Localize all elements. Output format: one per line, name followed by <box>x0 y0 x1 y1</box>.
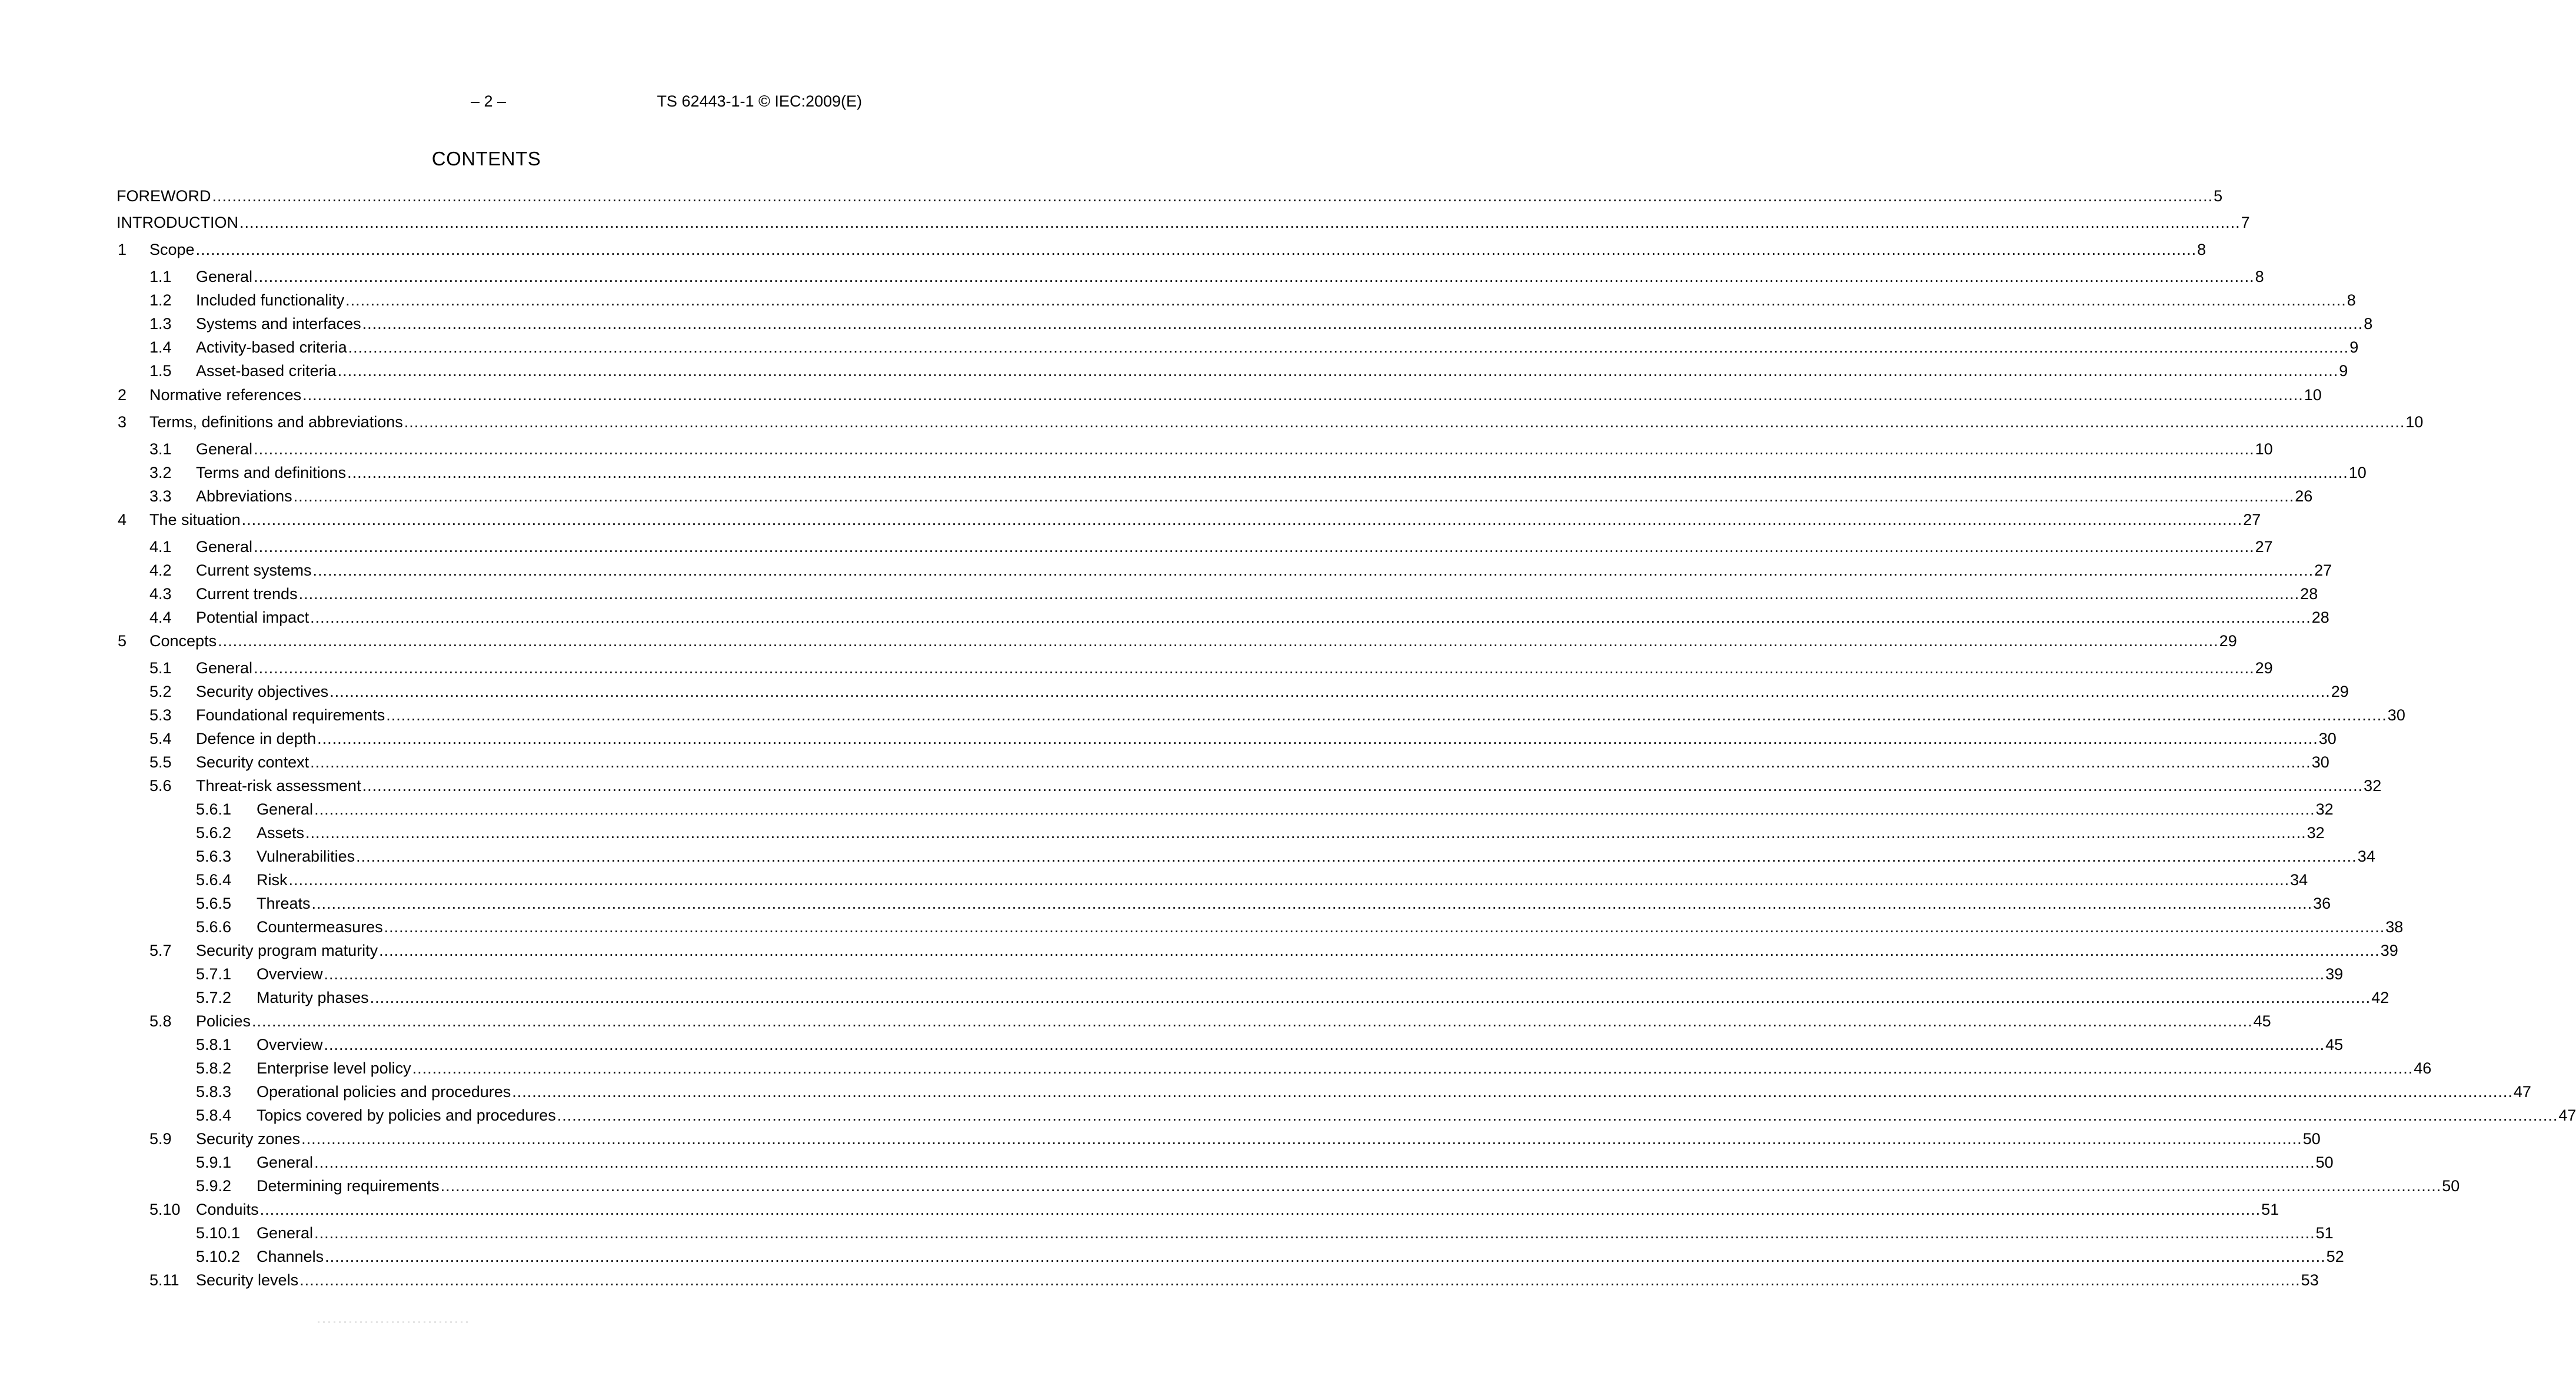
toc-entry[interactable] <box>0 1270 2319 1290</box>
toc-entry-number: 4.2 <box>149 561 172 579</box>
toc-entry-title: Security objectives <box>196 683 329 700</box>
toc-entry-number: 1.2 <box>149 291 172 309</box>
toc-entry-number: 5.6.2 <box>196 824 232 842</box>
toc-entry[interactable] <box>0 290 2356 310</box>
toc-entry-title: Systems and interfaces <box>196 315 361 333</box>
toc-entry-number: 5.8.1 <box>196 1036 232 1053</box>
toc-entry-number: 4.1 <box>149 538 172 556</box>
toc-entry-leader-line <box>196 729 2337 749</box>
toc-entry[interactable] <box>0 799 2334 819</box>
toc-entry-page-number: 36 <box>2313 895 2331 912</box>
toc-leader-dots: ................................................................................................................................................................................................................................................................................................................................................................................................................ <box>299 1271 2301 1289</box>
toc-entry-number: 1.4 <box>149 338 172 356</box>
toc-entry-number: 5.3 <box>149 706 172 724</box>
toc-leader-dots: ................................................................................................................................................................................................................................................................................................................................................................................................................ <box>301 1130 2302 1148</box>
toc-entry[interactable] <box>0 940 2398 960</box>
document-identifier: TS 62443-1-1 © IEC:2009(E) <box>657 92 862 110</box>
toc-entry-title: Assets <box>257 824 305 842</box>
toc-leader-dots: ................................................................................................................................................................................................................................................................................................................................................................................................................ <box>379 942 2380 959</box>
toc-entry-number: 5.8.2 <box>196 1059 232 1077</box>
toc-entry-leader-line <box>196 463 2367 483</box>
toc-entry[interactable] <box>0 682 2349 702</box>
toc-entry-number: 5.9.2 <box>196 1177 232 1195</box>
toc-entry[interactable] <box>0 776 2382 796</box>
toc-leader-dots: ................................................................................................................................................................................................................................................................................................................................................................................................................ <box>347 464 2348 481</box>
toc-leader-dots: ................................................................................................................................................................................................................................................................................................................................................................................................................ <box>404 413 2405 431</box>
toc-entry[interactable] <box>0 1152 2334 1172</box>
toc-entry-title: Scope <box>149 241 195 258</box>
toc-entry-title: Threats <box>257 895 311 912</box>
toc-entry-page-number: 53 <box>2301 1271 2319 1289</box>
toc-entry-leader-line <box>257 846 2375 866</box>
toc-leader-dots: ................................................................................................................................................................................................................................................................................................................................................................................................................ <box>298 585 2300 603</box>
toc-entry-number: 4.3 <box>149 585 172 603</box>
toc-entry-page-number: 29 <box>2219 632 2237 650</box>
toc-entry[interactable] <box>0 870 2308 890</box>
toc-entry-leader-line <box>257 917 2404 937</box>
toc-entry-leader-line <box>196 1199 2279 1219</box>
toc-entry[interactable] <box>0 361 2348 381</box>
toc-entry[interactable] <box>0 729 2337 749</box>
toc-entry-number: 3.3 <box>149 487 172 505</box>
toc-entry-page-number: 47 <box>2558 1106 2576 1124</box>
toc-entry-title: Normative references <box>149 386 302 404</box>
toc-entry-leader-line <box>257 988 2389 1008</box>
toc-entry-page-number: 34 <box>2357 847 2375 865</box>
toc-entry-page-number: 50 <box>2315 1154 2334 1171</box>
toc-leader-dots: ................................................................................................................................................................................................................................................................................................................................................................................................................ <box>362 777 2364 795</box>
toc-leader-dots: ................................................................................................................................................................................................................................................................................................................................................................................................................ <box>314 800 2315 818</box>
toc-entry-number: 4.4 <box>149 609 172 626</box>
toc-leader-dots: ................................................................................................................................................................................................................................................................................................................................................................................................................ <box>412 1059 2414 1077</box>
toc-entry-leader-line <box>196 752 2329 772</box>
toc-entry-leader-line <box>196 267 2264 287</box>
toc-entry-page-number: 29 <box>2255 659 2273 677</box>
toc-entry-page-number: 10 <box>2304 386 2322 404</box>
toc-entry-number: 4 <box>118 511 127 529</box>
toc-entry-leader-line <box>196 1129 2321 1149</box>
toc-entry[interactable] <box>0 412 2424 432</box>
toc-entry-page-number: 28 <box>2300 585 2318 603</box>
toc-entry-title: Current trends <box>196 585 298 603</box>
toc-entry[interactable] <box>0 988 2389 1008</box>
toc-entry-leader-line <box>196 439 2273 459</box>
toc-leader-dots: ................................................................................................................................................................................................................................................................................................................................................................................................................ <box>239 214 2241 231</box>
toc-entry-leader-line <box>257 893 2331 913</box>
toc-entry[interactable] <box>0 1199 2279 1219</box>
toc-entry-title: Terms and definitions <box>196 464 347 481</box>
toc-leader-dots: ................................................................................................................................................................................................................................................................................................................................................................................................................ <box>348 338 2349 356</box>
toc-entry-page-number: 8 <box>2197 241 2206 258</box>
toc-entry-number: 5.8 <box>149 1012 172 1030</box>
toc-leader-dots: ................................................................................................................................................................................................................................................................................................................................................................................................................ <box>254 268 2255 285</box>
toc-entry-page-number: 27 <box>2255 538 2273 556</box>
toc-entry-leader-line <box>149 510 2261 530</box>
toc-leader-dots: ................................................................................................................................................................................................................................................................................................................................................................................................................ <box>254 538 2255 556</box>
toc-entry[interactable] <box>0 607 2329 627</box>
toc-entry-title: Enterprise level policy <box>257 1059 411 1077</box>
toc-entry-number: 5.9 <box>149 1130 172 1148</box>
toc-entry[interactable] <box>0 1105 2576 1125</box>
toc-leader-dots: ................................................................................................................................................................................................................................................................................................................................................................................................................ <box>314 1224 2315 1242</box>
toc-entry-page-number: 27 <box>2243 511 2261 529</box>
toc-entry[interactable] <box>0 893 2331 913</box>
toc-entry-title: Included functionality <box>196 291 345 309</box>
toc-entry[interactable] <box>0 1082 2531 1102</box>
toc-entry-number: 5.6.3 <box>196 847 232 865</box>
toc-leader-dots: ................................................................................................................................................................................................................................................................................................................................................................................................................ <box>362 315 2364 333</box>
toc-entry-title: Countermeasures <box>257 918 383 936</box>
toc-entry-page-number: 42 <box>2371 989 2389 1006</box>
toc-entry-title: INTRODUCTION <box>117 214 238 231</box>
toc-entry-title: Conduits <box>196 1201 259 1218</box>
toc-entry-page-number: 51 <box>2261 1201 2279 1218</box>
toc-entry-number: 5.6 <box>149 777 172 795</box>
toc-entry-page-number: 50 <box>2302 1130 2321 1148</box>
toc-entry-leader-line <box>196 607 2329 627</box>
toc-entry-page-number: 29 <box>2331 683 2349 700</box>
toc-entry-page-number: 9 <box>2349 338 2359 356</box>
toc-entry-leader-line <box>149 385 2322 405</box>
toc-entry-number: 5.7 <box>149 942 172 959</box>
toc-entry-page-number: 38 <box>2385 918 2404 936</box>
toc-entry-page-number: 30 <box>2311 753 2329 771</box>
toc-entry-title: Security program maturity <box>196 942 378 959</box>
toc-entry-title: Asset-based criteria <box>196 362 337 380</box>
toc-entry-title: General <box>257 800 314 818</box>
toc-entry-title: General <box>257 1154 314 1171</box>
toc-entry-title: Concepts <box>149 632 217 650</box>
toc-entry-page-number: 10 <box>2405 413 2424 431</box>
toc-entry-title: Overview <box>257 1036 323 1053</box>
toc-entry[interactable] <box>0 385 2322 405</box>
toc-leader-dots: ................................................................................................................................................................................................................................................................................................................................................................................................................ <box>254 440 2255 458</box>
toc-entry-page-number: 32 <box>2364 777 2382 795</box>
toc-entry[interactable] <box>0 823 2325 843</box>
toc-leader-dots: ................................................................................................................................................................................................................................................................................................................................................................................................................ <box>293 487 2295 505</box>
toc-entry[interactable] <box>0 510 2261 530</box>
toc-entry-leader-line <box>196 290 2356 310</box>
toc-entry-page-number: 50 <box>2442 1177 2460 1195</box>
toc-entry-leader-line <box>257 1082 2531 1102</box>
toc-entry[interactable] <box>0 1058 2432 1078</box>
toc-entry[interactable] <box>0 537 2273 557</box>
toc-entry[interactable] <box>0 240 2206 260</box>
toc-entry-number: 1.5 <box>149 362 172 380</box>
toc-entry[interactable] <box>0 267 2264 287</box>
toc-entry-leader-line <box>196 705 2405 725</box>
toc-entry-page-number: 8 <box>2255 268 2264 285</box>
toc-entry[interactable] <box>0 337 2359 357</box>
toc-entry-leader-line <box>196 776 2382 796</box>
toc-entry[interactable] <box>0 439 2273 459</box>
toc-entry[interactable] <box>0 964 2344 984</box>
toc-entry-leader-line <box>117 212 2250 232</box>
toc-entry-leader-line <box>196 658 2273 678</box>
toc-entry-leader-line <box>196 940 2398 960</box>
toc-leader-dots: ................................................................................................................................................................................................................................................................................................................................................................................................................ <box>212 187 2214 205</box>
toc-leader-dots: ................................................................................................................................................................................................................................................................................................................................................................................................................ <box>317 730 2318 747</box>
toc-leader-dots: ................................................................................................................................................................................................................................................................................................................................................................................................................ <box>218 632 2219 650</box>
toc-entry-number: 5.5 <box>149 753 172 771</box>
toc-entry[interactable] <box>0 1223 2334 1243</box>
toc-entry-number: 5.8.4 <box>196 1106 232 1124</box>
toc-entry[interactable] <box>0 212 2250 232</box>
toc-entry-leader-line <box>196 560 2332 580</box>
toc-entry[interactable] <box>0 1247 2344 1267</box>
toc-entry[interactable] <box>0 463 2367 483</box>
toc-entry-page-number: 8 <box>2347 291 2356 309</box>
toc-leader-dots: ................................................................................................................................................................................................................................................................................................................................................................................................................ <box>252 1012 2253 1030</box>
toc-entry-number: 5.10 <box>149 1201 181 1218</box>
toc-entry-title: Activity-based criteria <box>196 338 347 356</box>
toc-leader-dots: ................................................................................................................................................................................................................................................................................................................................................................................................................ <box>312 561 2314 579</box>
toc-entry-leader-line <box>196 1270 2319 1290</box>
toc-entry-number: 5.10.2 <box>196 1248 241 1265</box>
toc-leader-dots: ................................................................................................................................................................................................................................................................................................................................................................................................................ <box>311 895 2313 912</box>
toc-entry-leader-line <box>196 486 2313 506</box>
toc-entry-title: Risk <box>257 871 288 889</box>
toc-leader-dots: ................................................................................................................................................................................................................................................................................................................................................................................................................ <box>254 659 2255 677</box>
toc-entry-title: Security context <box>196 753 309 771</box>
toc-entry[interactable] <box>0 658 2273 678</box>
toc-entry-leader-line <box>196 682 2349 702</box>
toc-entry-leader-line <box>196 361 2348 381</box>
toc-entry-page-number: 39 <box>2380 942 2398 959</box>
toc-entry-leader-line <box>117 186 2223 206</box>
toc-leader-dots: ................................................................................................................................................................................................................................................................................................................................................................................................................ <box>512 1083 2513 1101</box>
toc-entry-number: 3.2 <box>149 464 172 481</box>
toc-entry-page-number: 30 <box>2387 706 2405 724</box>
toc-entry-leader-line <box>257 1223 2334 1243</box>
toc-leader-dots: ................................................................................................................................................................................................................................................................................................................................................................................................................ <box>337 362 2339 380</box>
toc-leader-dots: ................................................................................................................................................................................................................................................................................................................................................................................................................ <box>310 753 2311 771</box>
toc-entry-page-number: 32 <box>2307 824 2325 842</box>
toc-entry[interactable] <box>0 1129 2321 1149</box>
toc-entry-page-number: 30 <box>2318 730 2337 747</box>
toc-entry[interactable] <box>0 1011 2271 1031</box>
toc-leader-dots: ................................................................................................................................................................................................................................................................................................................................................................................................................ <box>259 1201 2261 1218</box>
toc-entry[interactable] <box>0 1035 2344 1055</box>
toc-leader-dots: ................................................................................................................................................................................................................................................................................................................................................................................................................ <box>370 989 2371 1006</box>
toc-entry-title: Topics covered by policies and procedures <box>257 1106 556 1124</box>
toc-entry[interactable] <box>0 631 2237 651</box>
toc-entry-title: Current systems <box>196 561 312 579</box>
toc-leader-dots: ................................................................................................................................................................................................................................................................................................................................................................................................................ <box>310 609 2311 626</box>
toc-entry-number: 1.1 <box>149 268 172 285</box>
toc-entry-leader-line <box>196 584 2318 604</box>
toc-entry-page-number: 10 <box>2348 464 2367 481</box>
toc-entry-page-number: 45 <box>2325 1036 2344 1053</box>
toc-entry-number: 5.10.1 <box>196 1224 241 1242</box>
toc-leader-dots: ................................................................................................................................................................................................................................................................................................................................................................................................................ <box>440 1177 2442 1195</box>
toc-entry-number: 5.4 <box>149 730 172 747</box>
toc-entry-title: Security levels <box>196 1271 299 1289</box>
toc-entry-page-number: 5 <box>2214 187 2223 205</box>
toc-entry-number: 3 <box>118 413 127 431</box>
toc-entry-leader-line <box>196 537 2273 557</box>
toc-leader-dots: ................................................................................................................................................................................................................................................................................................................................................................................................................ <box>384 918 2385 936</box>
toc-entry[interactable] <box>0 486 2313 506</box>
toc-leader-dots: ................................................................................................................................................................................................................................................................................................................................................................................................................ <box>324 965 2325 983</box>
toc-entry-leader-line <box>257 964 2344 984</box>
toc-entry-title: General <box>257 1224 314 1242</box>
toc-leader-dots: ................................................................................................................................................................................................................................................................................................................................................................................................................ <box>302 386 2304 404</box>
toc-entry[interactable] <box>0 584 2318 604</box>
toc-entry[interactable] <box>0 186 2223 206</box>
toc-entry[interactable] <box>0 705 2405 725</box>
toc-entry-number: 5.8.3 <box>196 1083 232 1101</box>
toc-entry-leader-line <box>196 1011 2271 1031</box>
toc-entry-title: The situation <box>149 511 241 529</box>
toc-entry-leader-line <box>257 1105 2576 1125</box>
toc-entry-number: 5.2 <box>149 683 172 700</box>
toc-entry-page-number: 39 <box>2325 965 2344 983</box>
toc-entry-leader-line <box>196 337 2359 357</box>
toc-entry-leader-line <box>257 823 2325 843</box>
toc-entry-title: Abbreviations <box>196 487 292 505</box>
toc-entry-leader-line <box>257 870 2308 890</box>
toc-entry-number: 5.6.5 <box>196 895 232 912</box>
toc-leader-dots: ................................................................................................................................................................................................................................................................................................................................................................................................................ <box>557 1106 2558 1124</box>
toc-leader-dots: ................................................................................................................................................................................................................................................................................................................................................................................................................ <box>325 1248 2326 1265</box>
toc-leader-dots: ................................................................................................................................................................................................................................................................................................................................................................................................................ <box>324 1036 2325 1053</box>
toc-entry-title: Channels <box>257 1248 324 1265</box>
toc-entry-title: Defence in depth <box>196 730 317 747</box>
toc-entry-title: FOREWORD <box>117 187 211 205</box>
toc-entry-page-number: 10 <box>2255 440 2273 458</box>
toc-entry-page-number: 27 <box>2314 561 2332 579</box>
page-title: CONTENTS <box>431 148 541 169</box>
toc-entry[interactable] <box>0 314 2373 334</box>
toc-leader-dots: ................................................................................................................................................................................................................................................................................................................................................................................................................ <box>288 871 2290 889</box>
toc-entry-leader-line <box>149 240 2206 260</box>
toc-entry-page-number: 32 <box>2315 800 2334 818</box>
toc-leader-dots: ................................................................................................................................................................................................................................................................................................................................................................................................................ <box>386 706 2387 724</box>
toc-entry[interactable] <box>0 917 2404 937</box>
toc-entry-title: General <box>196 440 253 458</box>
toc-entry[interactable] <box>0 560 2332 580</box>
toc-entry-title: Vulnerabilities <box>257 847 355 865</box>
toc-entry-number: 5.1 <box>149 659 172 677</box>
toc-entry-page-number: 52 <box>2326 1248 2344 1265</box>
toc-entry-title: Determining requirements <box>257 1177 440 1195</box>
toc-entry-number: 2 <box>118 386 127 404</box>
toc-entry-number: 5.6.1 <box>196 800 232 818</box>
toc-entry-number: 5.11 <box>149 1271 179 1289</box>
toc-entry-page-number: 26 <box>2295 487 2313 505</box>
toc-entry-title: Maturity phases <box>257 989 369 1006</box>
toc-leader-dots: ................................................................................................................................................................................................................................................................................................................................................................................................................ <box>195 241 2197 258</box>
toc-entry-number: 3.1 <box>149 440 172 458</box>
toc-entry-leader-line <box>257 1058 2432 1078</box>
toc-entry-page-number: 34 <box>2290 871 2308 889</box>
toc-entry-leader-line <box>257 1035 2344 1055</box>
toc-entry-number: 5.7.1 <box>196 965 232 983</box>
toc-leader-dots: ................................................................................................................................................................................................................................................................................................................................................................................................................ <box>356 847 2357 865</box>
toc-entry-title: General <box>196 659 253 677</box>
toc-entry-number: 5.7.2 <box>196 989 232 1006</box>
toc-entry-title: Operational policies and procedures <box>257 1083 511 1101</box>
toc-entry-title: General <box>196 538 253 556</box>
toc-entry-title: Foundational requirements <box>196 706 385 724</box>
toc-entry-page-number: 8 <box>2364 315 2373 333</box>
toc-leader-dots: ................................................................................................................................................................................................................................................................................................................................................................................................................ <box>345 291 2347 309</box>
toc-entry-page-number: 45 <box>2253 1012 2271 1030</box>
toc-entry-title: Policies <box>196 1012 251 1030</box>
toc-entry-title: Potential impact <box>196 609 309 626</box>
toc-entry-number: 5.9.1 <box>196 1154 232 1171</box>
toc-leader-dots: ................................................................................................................................................................................................................................................................................................................................................................................................................ <box>330 683 2331 700</box>
toc-leader-dots: ................................................................................................................................................................................................................................................................................................................................................................................................................ <box>305 824 2307 842</box>
toc-entry[interactable] <box>0 846 2375 866</box>
toc-entry-number: 5.6.6 <box>196 918 232 936</box>
toc-entry[interactable] <box>0 1176 2460 1196</box>
toc-entry-number: 1 <box>118 241 127 258</box>
toc-entry-title: Terms, definitions and abbreviations <box>149 413 403 431</box>
toc-entry-title: General <box>196 268 253 285</box>
toc-entry-leader-line <box>257 1176 2460 1196</box>
toc-entry-leader-line <box>257 799 2334 819</box>
toc-leader-dots: ................................................................................................................................................................................................................................................................................................................................................................................................................ <box>241 511 2243 529</box>
toc-entry-title: Overview <box>257 965 323 983</box>
toc-entry-page-number: 28 <box>2311 609 2329 626</box>
toc-entry-leader-line <box>149 412 2424 432</box>
toc-entry-page-number: 9 <box>2339 362 2348 380</box>
scan-artifact <box>318 1321 471 1323</box>
toc-entry-page-number: 47 <box>2513 1083 2531 1101</box>
toc-entry[interactable] <box>0 752 2329 772</box>
toc-entry-number: 1.3 <box>149 315 172 333</box>
toc-entry-page-number: 51 <box>2315 1224 2334 1242</box>
toc-entry-number: 5 <box>118 632 127 650</box>
toc-entry-number: 5.6.4 <box>196 871 232 889</box>
toc-entry-leader-line <box>257 1152 2334 1172</box>
toc-entry-page-number: 7 <box>2241 214 2250 231</box>
toc-entry-leader-line <box>149 631 2237 651</box>
page-number: – 2 – <box>470 92 507 110</box>
toc-entry-title: Threat-risk assessment <box>196 777 361 795</box>
toc-entry-leader-line <box>196 314 2373 334</box>
toc-leader-dots: ................................................................................................................................................................................................................................................................................................................................................................................................................ <box>314 1154 2315 1171</box>
toc-entry-page-number: 46 <box>2414 1059 2432 1077</box>
toc-entry-title: Security zones <box>196 1130 301 1148</box>
toc-entry-leader-line <box>257 1247 2344 1267</box>
